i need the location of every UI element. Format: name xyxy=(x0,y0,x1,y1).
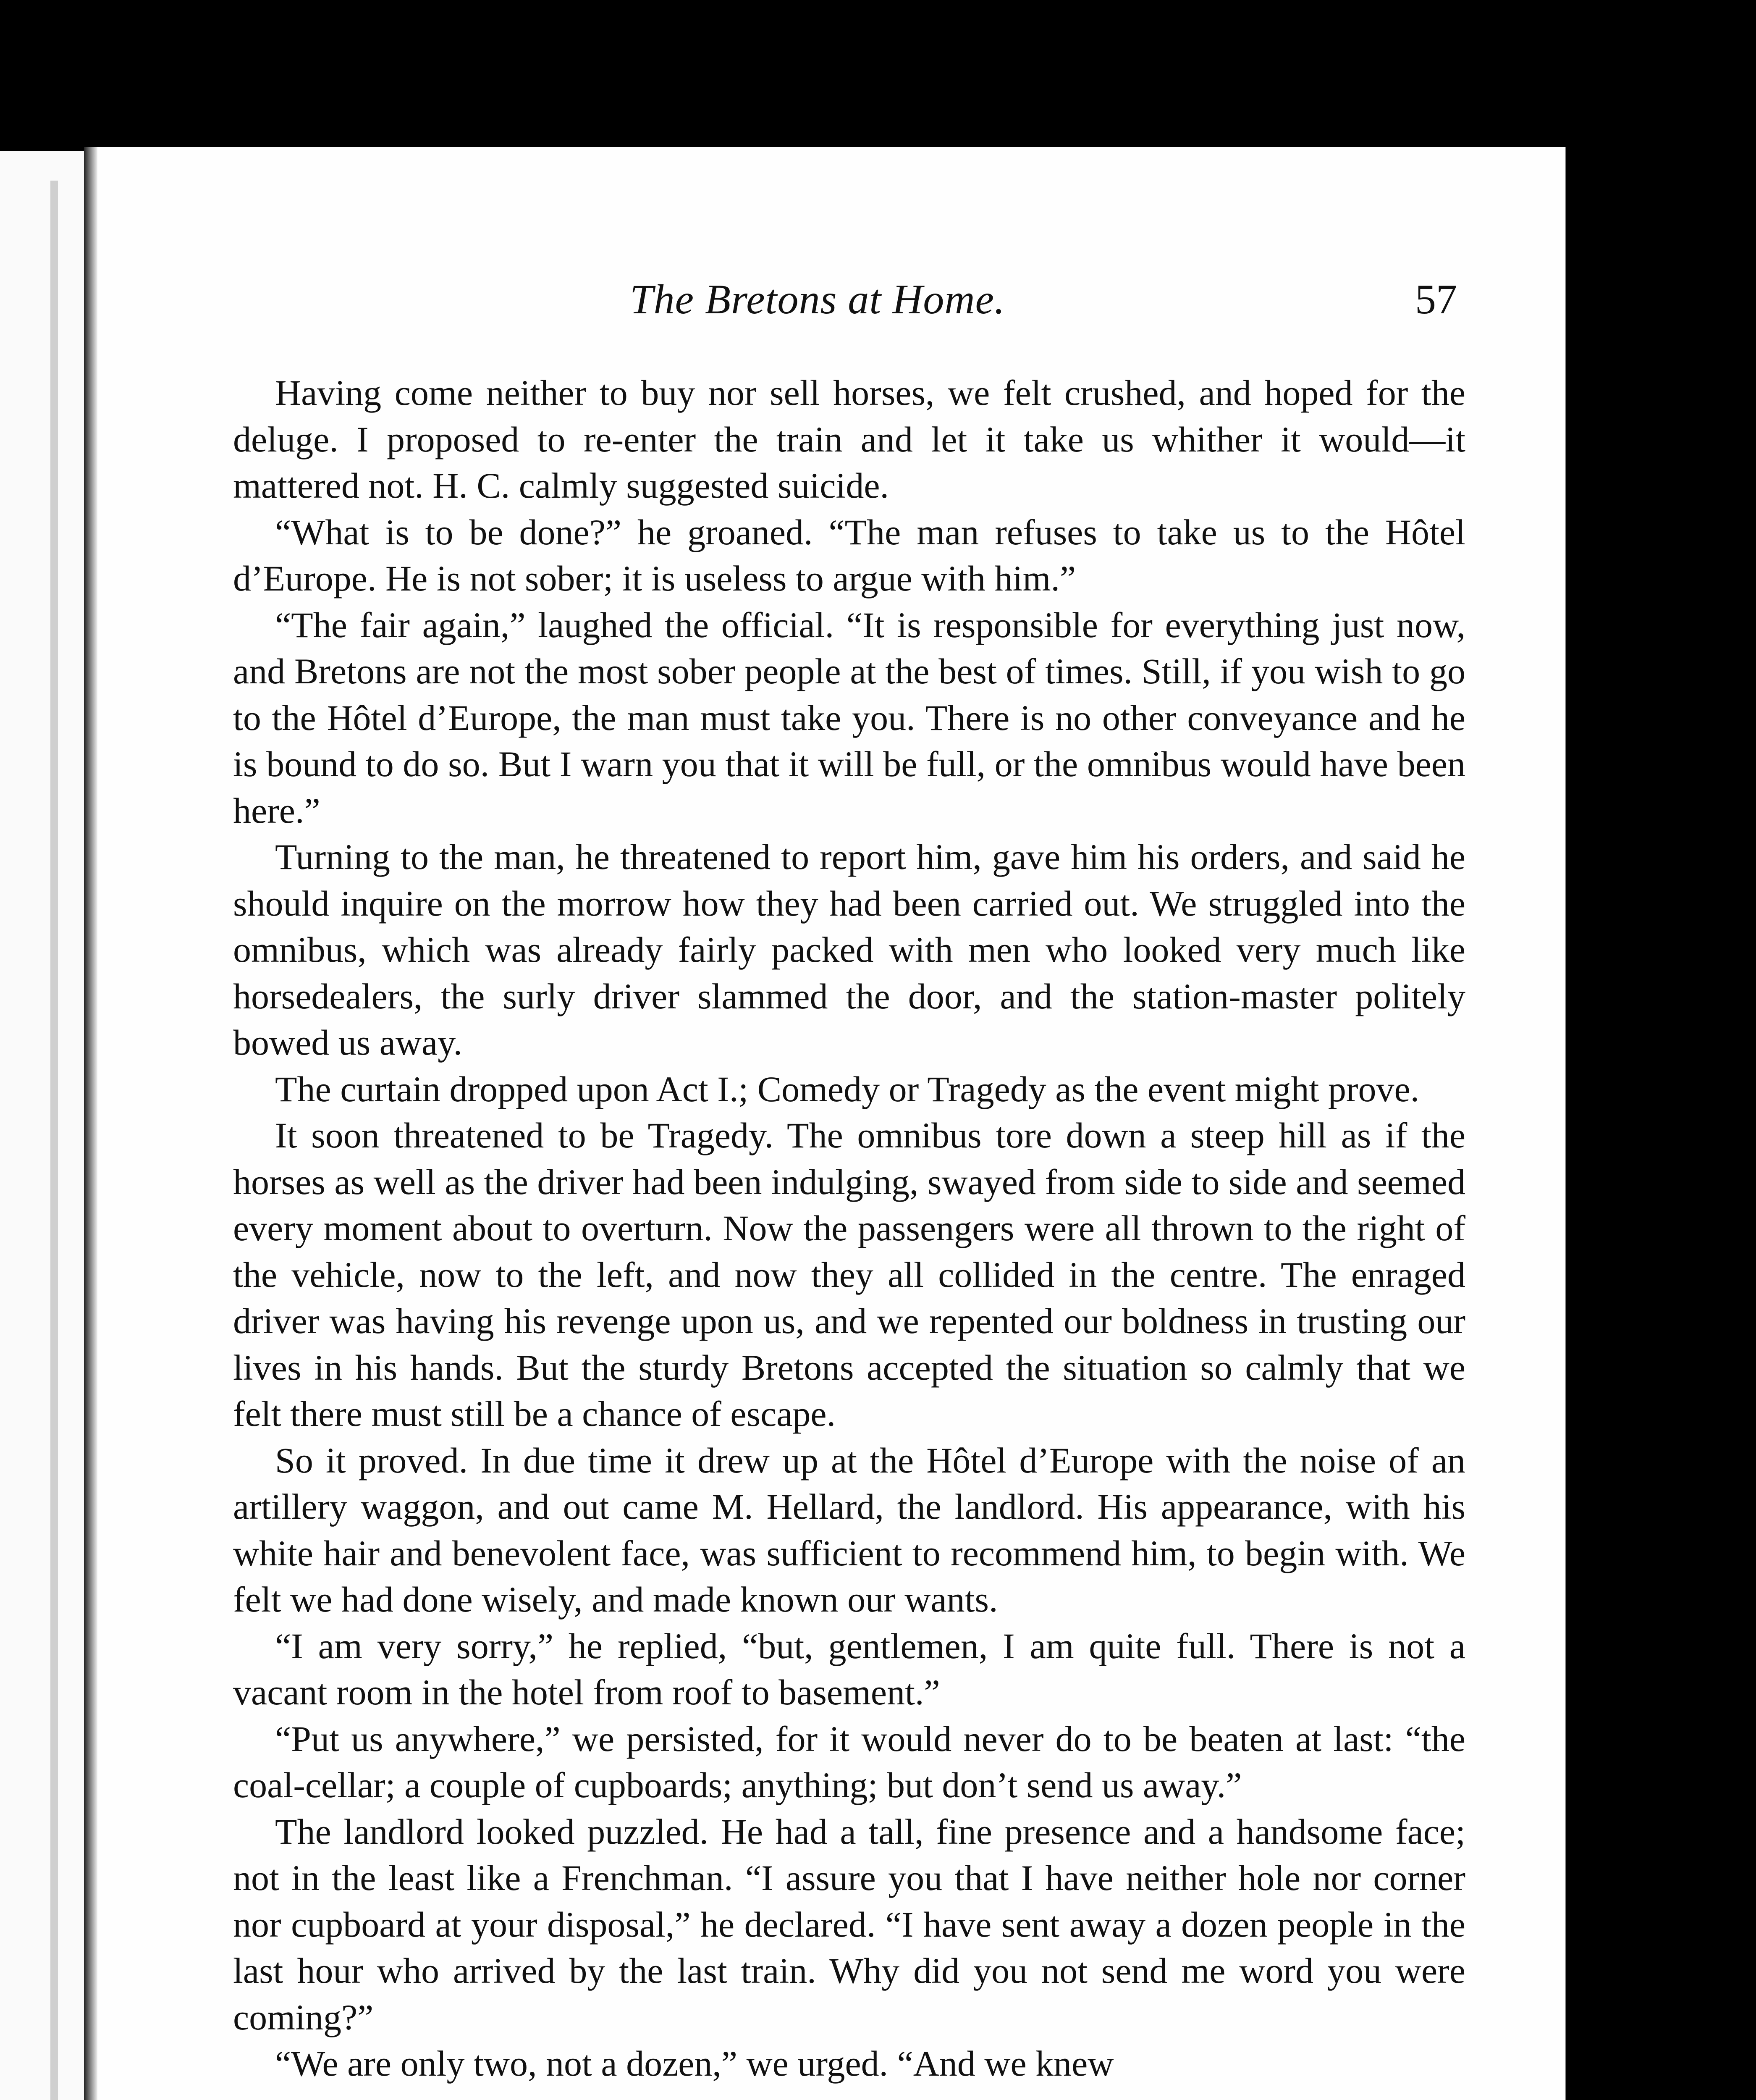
paragraph: So it proved. In due time it drew up at the Hôtel d’Europe with the noise of an artillery waggon, and out came M. Hellard, the landlord. His appearance, with his white hair and benevolent face, was sufficient to recommend him, to begin with. We felt we had done wisely, and made known our wants. xyxy=(233,1440,1465,1620)
paragraph: It soon threatened to be Tragedy. The omnibus tore down a steep hill as if the horses as well as the driver had been indulging, swayed from side to side and seemed every moment about to overturn. Now the passengers were all thrown to the right of the vehicle, now to the left, and now they all collided in the centre. The enraged driver was having his revenge upon us, and we repented our boldness in trusting our lives in his hands. But the sturdy Bretons accepted the situation so calmly that we felt there must still be a chance of escape. xyxy=(233,1115,1465,1434)
paragraph: “We are only two, not a dozen,” we urged. “And we knew xyxy=(275,2043,1114,2084)
paragraph: “What is to be done?” he groaned. “The man refuses to take us to the Hôtel d’Europe. He is not sober; it is useless to argue with him.” xyxy=(233,512,1465,598)
paragraph: Having come neither to buy nor sell horses, we felt crushed, and hoped for the deluge. I proposed to re-enter the train and let it take us whither it would—it mattered not. H. C. calmly suggested suicide. xyxy=(233,373,1465,506)
paragraph: The curtain dropped upon Act I.; Comedy or Tragedy as the event might prove. xyxy=(275,1068,1420,1109)
facing-page-shadow xyxy=(50,181,58,2100)
page-gutter xyxy=(84,147,97,2100)
body-text xyxy=(233,370,1465,2087)
page-number: 57 xyxy=(1415,276,1457,323)
paragraph: “I am very sorry,” he replied, “but, gentlemen, I am quite full. There is not a vacant room in the hotel from roof to basement.” xyxy=(233,1625,1465,1712)
paragraph: “The fair again,” laughed the official. “It is responsible for everything just now, and Bretons are not the most sober people at the best of times. Still, if you wish to go to the Hôtel d’Europe, the man must take you. There is no other conveyance and he is bound to do so. But I warn you that it will be full, or the omnibus would have been here.” xyxy=(233,604,1465,831)
paragraph: Turning to the man, he threatened to report him, gave him his orders, and said he should inquire on the morrow how they had been carried out. We struggled into the omnibus, which was already fairly packed with men who looked very much like horsedealers, the surly driver slammed the door, and the station-master politely bowed us away. xyxy=(233,837,1465,1063)
book-page xyxy=(84,147,1566,2100)
running-title: The Bretons at Home. xyxy=(630,276,1005,323)
facing-page-edge xyxy=(0,151,84,2100)
paragraph: The landlord looked puzzled. He had a tall, fine presence and a handsome face; not in the least like a Frenchman. “I assure you that I have neither hole nor corner nor cupboard at your disposal,” he declared. “I have sent away a dozen people in the last hour who arrived by the last train. Why did you not send me word you were coming?” xyxy=(233,1811,1465,2037)
paragraph: “Put us anywhere,” we persisted, for it would never do to be beaten at last: “the coal-cellar; a couple of cupboards; anything; but don’t send us away.” xyxy=(233,1718,1465,1805)
